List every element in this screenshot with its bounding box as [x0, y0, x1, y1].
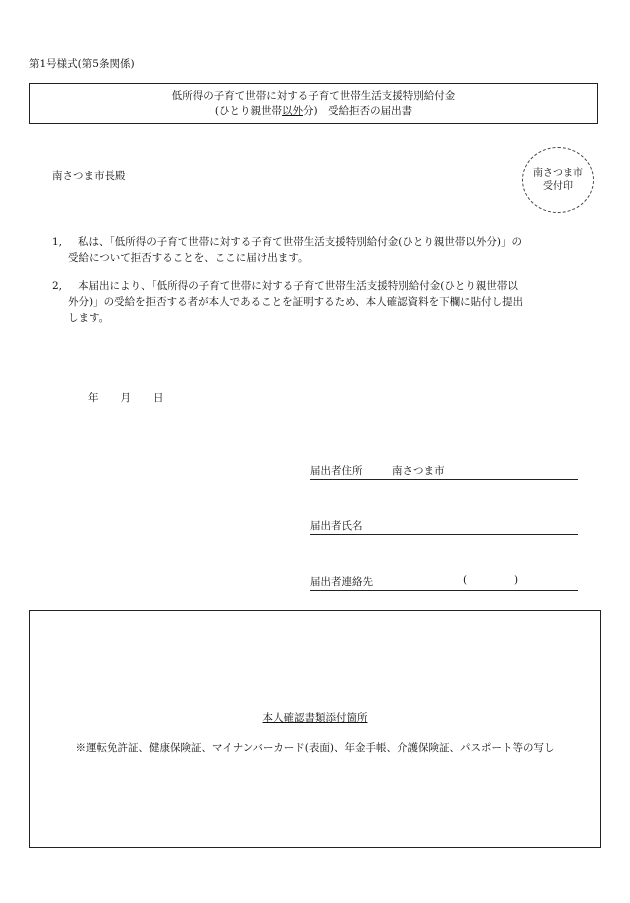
date-line[interactable]: [88, 390, 186, 405]
attachment-title: [0, 710, 630, 725]
title-line-2-pre: (ひとり親世帯: [214, 105, 282, 117]
document-title-box: [29, 83, 598, 124]
form-reference: 第1号様式(第5条関係): [29, 58, 135, 70]
date-year: 年: [88, 392, 99, 404]
date-day: 日: [153, 392, 164, 404]
item-2-line-3: します。: [68, 312, 110, 324]
name-field[interactable]: [310, 518, 578, 535]
attachment-note: ※運転免許証、健康保険証、マイナンバーカード(表面)、年金手帳、介護保険証、パスポート等の写し: [75, 742, 555, 754]
title-line-1: 低所得の子育て世帯に対する子育て世帯生活支援特別給付金: [171, 90, 456, 102]
title-line-2-post: 分) 受給拒否の届出書: [303, 105, 413, 117]
item-number: 1,: [52, 236, 63, 248]
stamp-line-2: 受付印: [543, 181, 573, 192]
item-2-line-2: 外分)」の受給を拒否する者が本人であることを証明するため、本人確認資料を下欄に貼付し提出: [68, 296, 524, 308]
item-2-line-1: 本届出により、「低所得の子育て世帯に対する子育て世帯生活支援特別給付金(ひとり親世帯以: [78, 280, 518, 292]
address-value: 南さつま市: [392, 465, 445, 477]
item-1-line-1: 私は、「低所得の子育て世帯に対する子育て世帯生活支援特別給付金(ひとり親世帯以外分)」の: [78, 236, 522, 248]
item-1-line-2: 受給について拒否することを、ここに届け出ます。: [68, 252, 309, 264]
address-label: 届出者住所: [310, 465, 363, 477]
addressee: 南さつま市長殿: [52, 170, 126, 182]
date-month: 月: [120, 392, 131, 404]
contact-label: 届出者連絡先: [310, 576, 373, 588]
statement-item-1: [52, 234, 592, 268]
statement-item-2: [52, 278, 592, 328]
id-document-attachment-area[interactable]: [29, 610, 601, 848]
stamp-line-1: 南さつま市: [533, 168, 583, 179]
attachment-title-text: 本人確認書類添付箇所: [262, 712, 368, 724]
contact-field[interactable]: [310, 574, 578, 591]
contact-paren-close: ): [514, 574, 519, 586]
contact-paren-open: (: [463, 574, 468, 586]
name-label: 届出者氏名: [310, 520, 363, 532]
item-number: 2,: [52, 280, 63, 292]
reception-stamp-area: [522, 147, 594, 213]
address-field[interactable]: [310, 463, 578, 480]
title-line-2: [30, 104, 597, 119]
title-underlined-text: 以外: [282, 105, 303, 117]
